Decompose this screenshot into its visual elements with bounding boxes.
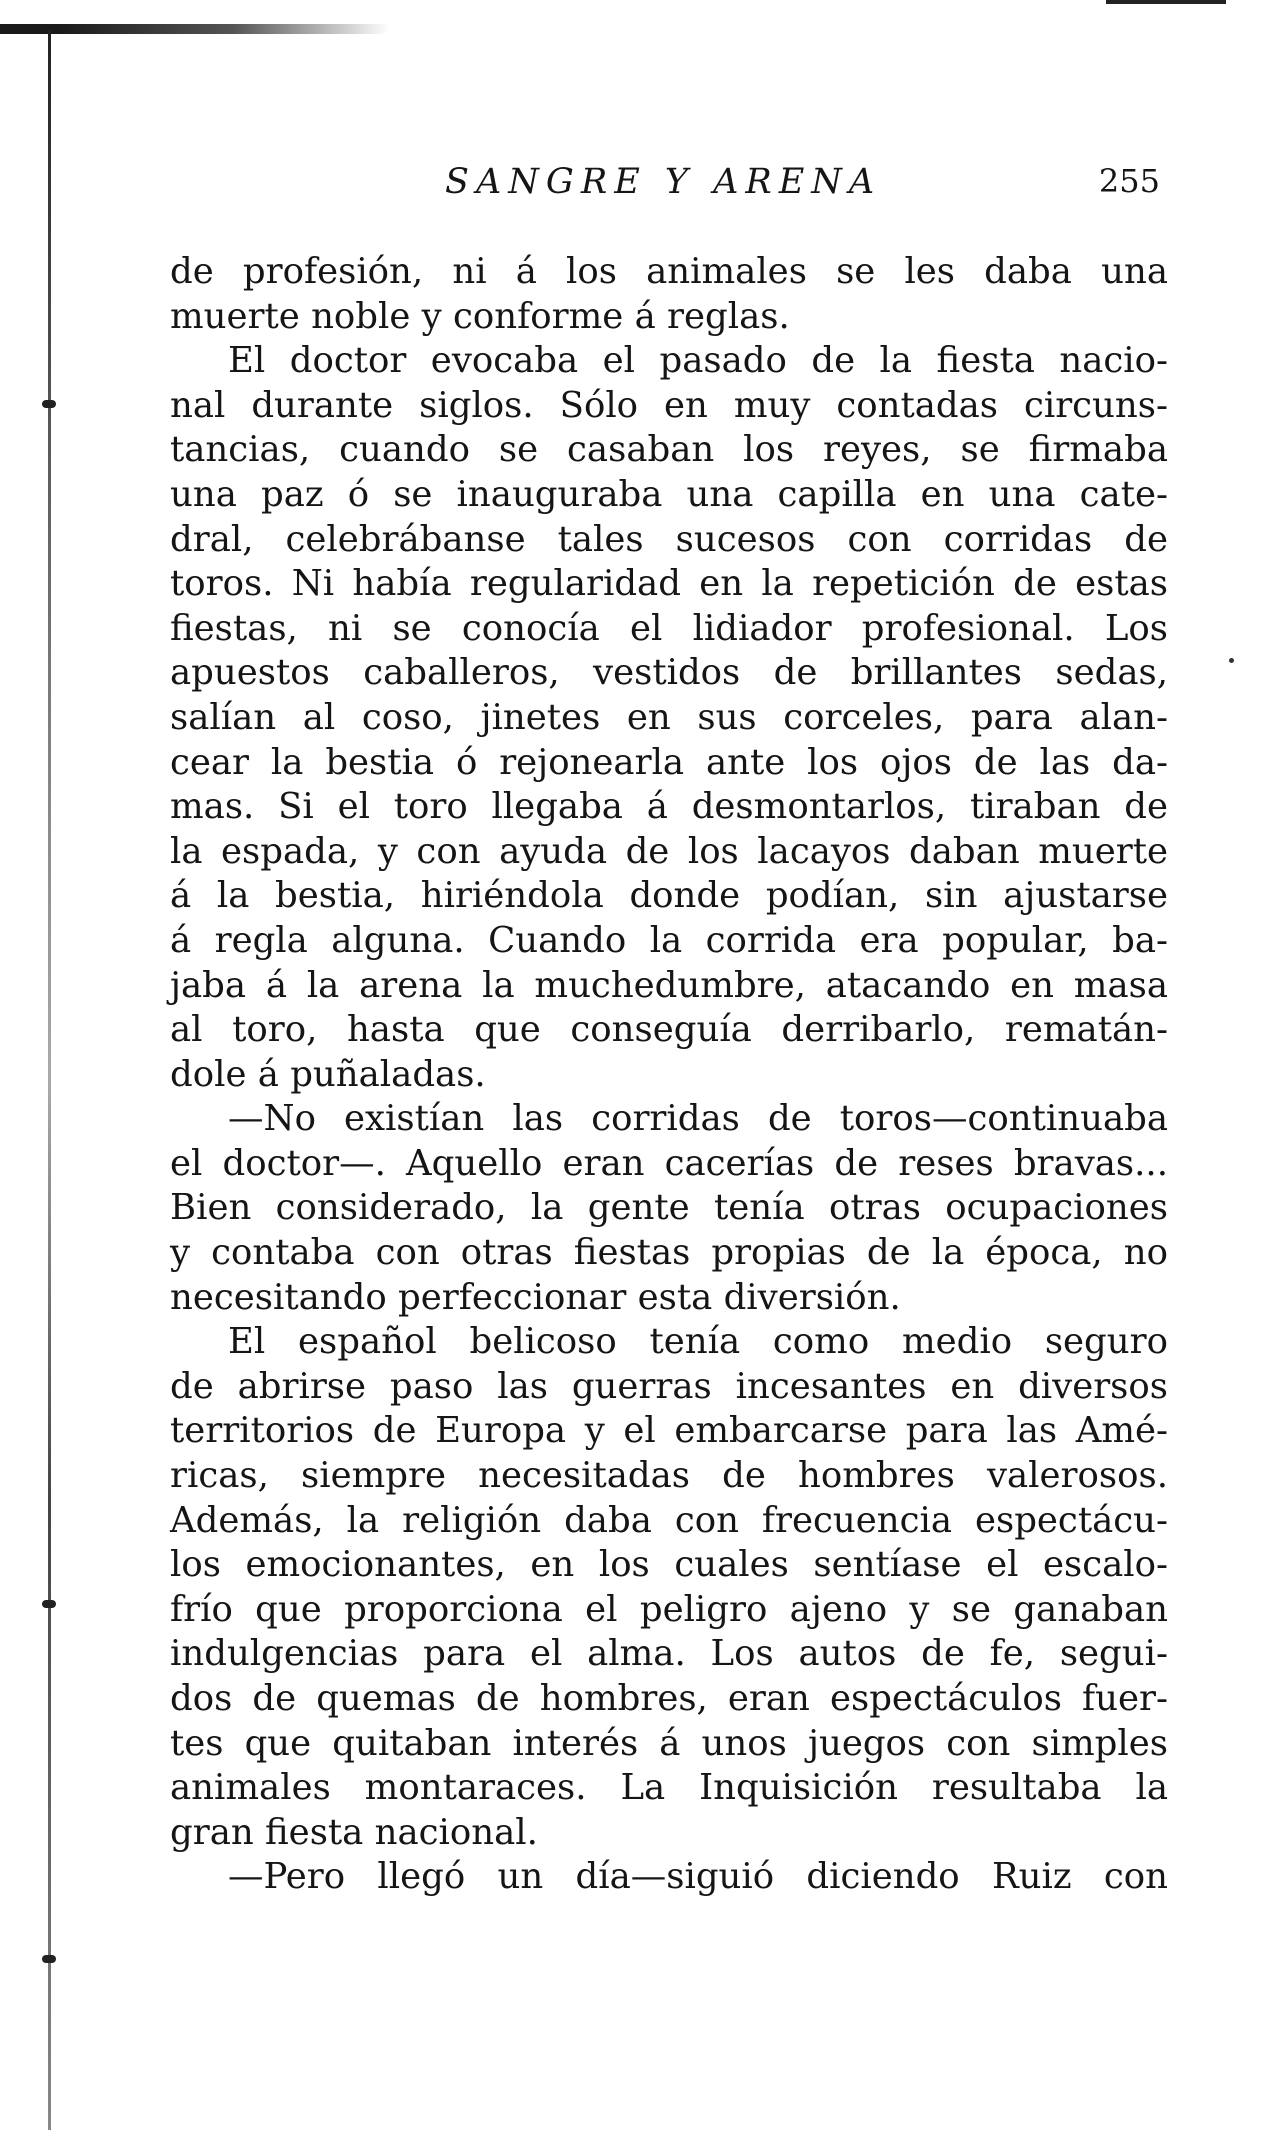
text-line: salían al coso, jinetes en sus corceles, para alan-: [170, 696, 1168, 738]
text-line: tancias, cuando se casaban los reyes, se firmaba: [170, 429, 1168, 471]
text-line: apuestos caballeros, vestidos de brillantes sedas,: [170, 652, 1168, 694]
running-title: SANGRE Y ARENA: [445, 162, 882, 202]
text-line: territorios de Europa y el embarcarse para las Amé-: [170, 1410, 1168, 1452]
text-line: El español belicoso tenía como medio seguro: [228, 1321, 1168, 1363]
text-line: frío que proporciona el peligro ajeno y se ganaban: [170, 1588, 1168, 1630]
text-line: —Pero llegó un día—siguió diciendo Ruiz con: [228, 1856, 1168, 1898]
text-line: muerte noble y conforme á reglas.: [170, 295, 790, 337]
text-line: animales montaraces. La Inquisición resultaba la: [170, 1767, 1168, 1809]
page-number: 255: [1098, 162, 1160, 200]
text-line: una paz ó se inauguraba una capilla en una cate-: [170, 473, 1168, 515]
text-line: toros. Ni había regularidad en la repetición de estas: [170, 563, 1168, 605]
text-line: á la bestia, hiriéndola donde podían, sin ajustarse: [170, 875, 1168, 917]
text-line: dole á puñaladas.: [170, 1053, 486, 1095]
scan-edge-mark: [42, 1955, 56, 1963]
text-line: nal durante siglos. Sólo en muy contadas circuns-: [170, 384, 1168, 426]
text-line: tes que quitaban interés á unos juegos con simples: [170, 1722, 1168, 1764]
running-head: [170, 162, 1170, 206]
text-line: dos de quemas de hombres, eran espectáculos fuer-: [170, 1678, 1168, 1719]
text-line: indulgencias para el alma. Los autos de fe, segui-: [170, 1633, 1168, 1675]
text-line: mas. Si el toro llegaba á desmontarlos, tiraban de: [170, 786, 1168, 828]
text-line: Además, la religión daba con frecuencia espectácu-: [170, 1499, 1168, 1541]
body-text: [170, 250, 1168, 1900]
text-line: Bien considerado, la gente tenía otras ocupaciones: [170, 1187, 1168, 1229]
scan-speck: [1229, 658, 1234, 663]
text-line: El doctor evocaba el pasado de la fiesta nacio-: [228, 340, 1168, 382]
scan-edge-left: [48, 30, 51, 2130]
text-line: á regla alguna. Cuando la corrida era popular, ba-: [170, 919, 1168, 961]
text-line: cear la bestia ó rejonearla ante los ojos de las da-: [170, 741, 1168, 783]
text-line: y contaba con otras fiestas propias de la época, no: [170, 1232, 1168, 1274]
scan-edge-top: [0, 24, 390, 34]
text-line: fiestas, ni se conocía el lidiador profesional. Los: [170, 607, 1168, 649]
scan-edge-top-right: [1106, 0, 1226, 4]
text-line: dral, celebrábanse tales sucesos con corridas de: [170, 518, 1168, 560]
scan-edge-mark: [42, 1600, 56, 1608]
text-line: la espada, y con ayuda de los lacayos daban muerte: [170, 830, 1168, 872]
text-line: al toro, hasta que conseguía derribarlo, rematán-: [170, 1009, 1168, 1051]
text-line: ricas, siempre necesitadas de hombres valerosos.: [170, 1455, 1168, 1497]
scan-edge-mark: [42, 400, 56, 408]
text-line: de profesión, ni á los animales se les daba una: [170, 251, 1168, 292]
text-line: de abrirse paso las guerras incesantes en diversos: [170, 1365, 1168, 1407]
text-line: —No existían las corridas de toros—continuaba: [228, 1098, 1168, 1140]
text-line: necesitando perfeccionar esta diversión.: [170, 1276, 901, 1318]
text-line: gran fiesta nacional.: [170, 1811, 538, 1853]
text-line: el doctor—. Aquello eran cacerías de reses bravas...: [170, 1142, 1168, 1184]
text-line: jaba á la arena la muchedumbre, atacando en masa: [170, 964, 1168, 1006]
text-line: los emocionantes, en los cuales sentíase el escalo-: [170, 1544, 1168, 1586]
